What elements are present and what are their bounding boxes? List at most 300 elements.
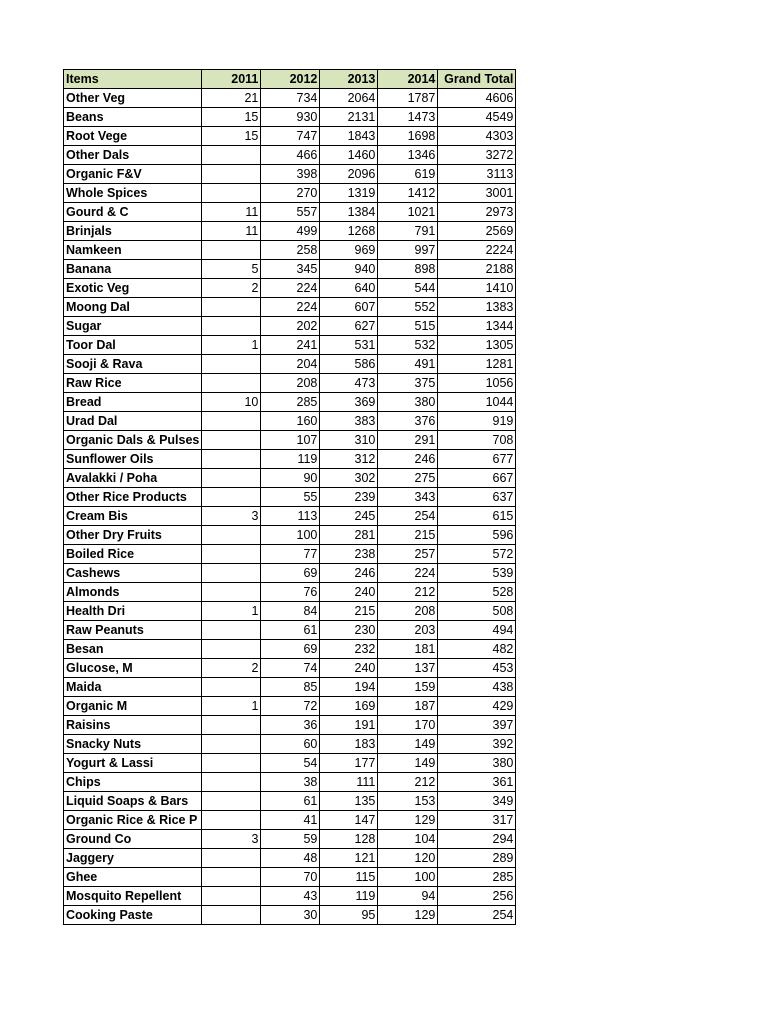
value-2013-cell[interactable]: 215	[320, 602, 378, 621]
item-name-cell[interactable]: Glucose, M	[64, 659, 202, 678]
grand-total-cell[interactable]: 397	[438, 716, 516, 735]
value-2011-cell[interactable]: 15	[202, 108, 261, 127]
value-2011-cell[interactable]	[202, 811, 261, 830]
value-2012-cell[interactable]: 84	[261, 602, 320, 621]
item-name-cell[interactable]: Brinjals	[64, 222, 202, 241]
item-name-cell[interactable]: Bread	[64, 393, 202, 412]
value-2012-cell[interactable]: 77	[261, 545, 320, 564]
value-2012-cell[interactable]: 224	[261, 279, 320, 298]
grand-total-cell[interactable]: 2973	[438, 203, 516, 222]
value-2012-cell[interactable]: 107	[261, 431, 320, 450]
value-2013-cell[interactable]: 246	[320, 564, 378, 583]
item-name-cell[interactable]: Raw Peanuts	[64, 621, 202, 640]
item-name-cell[interactable]: Organic M	[64, 697, 202, 716]
value-2012-cell[interactable]: 30	[261, 906, 320, 925]
value-2011-cell[interactable]	[202, 146, 261, 165]
value-2012-cell[interactable]: 72	[261, 697, 320, 716]
value-2011-cell[interactable]	[202, 868, 261, 887]
table-row	[64, 279, 516, 298]
grand-total-cell[interactable]: 294	[438, 830, 516, 849]
table-row	[64, 431, 516, 450]
table-row	[64, 146, 516, 165]
value-2014-cell[interactable]: 343	[378, 488, 438, 507]
grand-total-cell[interactable]: 1056	[438, 374, 516, 393]
value-2011-cell[interactable]	[202, 545, 261, 564]
table-row	[64, 887, 516, 906]
value-2014-cell[interactable]: 619	[378, 165, 438, 184]
value-2011-cell[interactable]	[202, 165, 261, 184]
value-2011-cell[interactable]: 2	[202, 659, 261, 678]
item-name-cell[interactable]: Cashews	[64, 564, 202, 583]
table-row	[64, 811, 516, 830]
value-2011-cell[interactable]	[202, 621, 261, 640]
value-2013-cell[interactable]: 239	[320, 488, 378, 507]
value-2013-cell[interactable]: 1460	[320, 146, 378, 165]
value-2014-cell[interactable]: 149	[378, 754, 438, 773]
item-name-cell[interactable]: Gourd & C	[64, 203, 202, 222]
value-2012-cell[interactable]: 48	[261, 849, 320, 868]
header-grand-total[interactable]: Grand Total	[438, 70, 516, 89]
value-2012-cell[interactable]: 258	[261, 241, 320, 260]
grand-total-cell[interactable]: 380	[438, 754, 516, 773]
item-name-cell[interactable]: Maida	[64, 678, 202, 697]
value-2014-cell[interactable]: 1698	[378, 127, 438, 146]
value-2012-cell[interactable]: 69	[261, 564, 320, 583]
grand-total-cell[interactable]: 667	[438, 469, 516, 488]
item-name-cell[interactable]: Jaggery	[64, 849, 202, 868]
value-2011-cell[interactable]	[202, 355, 261, 374]
value-2014-cell[interactable]: 208	[378, 602, 438, 621]
value-2014-cell[interactable]: 187	[378, 697, 438, 716]
item-name-cell[interactable]: Ghee	[64, 868, 202, 887]
value-2014-cell[interactable]: 491	[378, 355, 438, 374]
value-2013-cell[interactable]: 194	[320, 678, 378, 697]
value-2014-cell[interactable]: 254	[378, 507, 438, 526]
table-row	[64, 735, 516, 754]
item-name-cell[interactable]: Almonds	[64, 583, 202, 602]
grand-total-cell[interactable]: 1383	[438, 298, 516, 317]
value-2012-cell[interactable]: 747	[261, 127, 320, 146]
header-2013[interactable]: 2013	[320, 70, 378, 89]
grand-total-cell[interactable]: 3113	[438, 165, 516, 184]
value-2013-cell[interactable]: 627	[320, 317, 378, 336]
value-2014-cell[interactable]: 1787	[378, 89, 438, 108]
table-row	[64, 241, 516, 260]
value-2014-cell[interactable]: 898	[378, 260, 438, 279]
value-2014-cell[interactable]: 212	[378, 773, 438, 792]
item-name-cell[interactable]: Cooking Paste	[64, 906, 202, 925]
grand-total-cell[interactable]: 361	[438, 773, 516, 792]
value-2011-cell[interactable]: 3	[202, 507, 261, 526]
grand-total-cell[interactable]: 919	[438, 412, 516, 431]
value-2012-cell[interactable]: 113	[261, 507, 320, 526]
value-2014-cell[interactable]: 380	[378, 393, 438, 412]
item-name-cell[interactable]: Chips	[64, 773, 202, 792]
value-2013-cell[interactable]: 940	[320, 260, 378, 279]
value-2013-cell[interactable]: 369	[320, 393, 378, 412]
value-2014-cell[interactable]: 159	[378, 678, 438, 697]
value-2011-cell[interactable]	[202, 450, 261, 469]
value-2012-cell[interactable]: 285	[261, 393, 320, 412]
table-row	[64, 621, 516, 640]
item-name-cell[interactable]: Urad Dal	[64, 412, 202, 431]
value-2013-cell[interactable]: 121	[320, 849, 378, 868]
value-2013-cell[interactable]: 232	[320, 640, 378, 659]
value-2011-cell[interactable]	[202, 431, 261, 450]
value-2012-cell[interactable]: 930	[261, 108, 320, 127]
value-2012-cell[interactable]: 59	[261, 830, 320, 849]
value-2012-cell[interactable]: 204	[261, 355, 320, 374]
header-2014[interactable]: 2014	[378, 70, 438, 89]
item-name-cell[interactable]: Toor Dal	[64, 336, 202, 355]
item-name-cell[interactable]: Sooji & Rava	[64, 355, 202, 374]
item-name-cell[interactable]: Sugar	[64, 317, 202, 336]
item-name-cell[interactable]: Other Dals	[64, 146, 202, 165]
table-row	[64, 754, 516, 773]
value-2011-cell[interactable]	[202, 488, 261, 507]
table-row	[64, 203, 516, 222]
grand-total-cell[interactable]: 708	[438, 431, 516, 450]
value-2013-cell[interactable]: 147	[320, 811, 378, 830]
value-2011-cell[interactable]: 1	[202, 697, 261, 716]
value-2012-cell[interactable]: 119	[261, 450, 320, 469]
item-name-cell[interactable]: Other Rice Products	[64, 488, 202, 507]
value-2013-cell[interactable]: 2064	[320, 89, 378, 108]
table-row	[64, 849, 516, 868]
value-2014-cell[interactable]: 246	[378, 450, 438, 469]
header-items[interactable]: Items	[64, 70, 202, 89]
table-row	[64, 640, 516, 659]
item-name-cell[interactable]: Organic Rice & Rice P	[64, 811, 202, 830]
value-2012-cell[interactable]: 398	[261, 165, 320, 184]
value-2013-cell[interactable]: 128	[320, 830, 378, 849]
value-2013-cell[interactable]: 119	[320, 887, 378, 906]
value-2014-cell[interactable]: 129	[378, 906, 438, 925]
value-2013-cell[interactable]: 969	[320, 241, 378, 260]
grand-total-cell[interactable]: 2188	[438, 260, 516, 279]
value-2012-cell[interactable]: 60	[261, 735, 320, 754]
value-2013-cell[interactable]: 1384	[320, 203, 378, 222]
value-2013-cell[interactable]: 586	[320, 355, 378, 374]
value-2011-cell[interactable]: 10	[202, 393, 261, 412]
item-name-cell[interactable]: Root Vege	[64, 127, 202, 146]
value-2012-cell[interactable]: 85	[261, 678, 320, 697]
value-2014-cell[interactable]: 212	[378, 583, 438, 602]
grand-total-cell[interactable]: 429	[438, 697, 516, 716]
value-2014-cell[interactable]: 275	[378, 469, 438, 488]
value-2011-cell[interactable]	[202, 241, 261, 260]
value-2011-cell[interactable]	[202, 849, 261, 868]
value-2013-cell[interactable]: 312	[320, 450, 378, 469]
value-2012-cell[interactable]: 734	[261, 89, 320, 108]
value-2012-cell[interactable]: 61	[261, 621, 320, 640]
header-2011[interactable]: 2011	[202, 70, 261, 89]
table-row	[64, 678, 516, 697]
grand-total-cell[interactable]: 392	[438, 735, 516, 754]
item-name-cell[interactable]: Liquid Soaps & Bars	[64, 792, 202, 811]
table-row	[64, 89, 516, 108]
value-2011-cell[interactable]: 11	[202, 203, 261, 222]
value-2011-cell[interactable]	[202, 583, 261, 602]
value-2014-cell[interactable]: 291	[378, 431, 438, 450]
value-2014-cell[interactable]: 137	[378, 659, 438, 678]
grand-total-cell[interactable]: 677	[438, 450, 516, 469]
item-name-cell[interactable]: Namkeen	[64, 241, 202, 260]
value-2012-cell[interactable]: 55	[261, 488, 320, 507]
item-name-cell[interactable]: Raw Rice	[64, 374, 202, 393]
item-name-cell[interactable]: Beans	[64, 108, 202, 127]
value-2013-cell[interactable]: 240	[320, 583, 378, 602]
value-2014-cell[interactable]: 375	[378, 374, 438, 393]
value-2013-cell[interactable]: 230	[320, 621, 378, 640]
grand-total-cell[interactable]: 289	[438, 849, 516, 868]
value-2014-cell[interactable]: 552	[378, 298, 438, 317]
value-2012-cell[interactable]: 43	[261, 887, 320, 906]
item-name-cell[interactable]: Organic Dals & Pulses	[64, 431, 202, 450]
table-row	[64, 108, 516, 127]
value-2012-cell[interactable]: 70	[261, 868, 320, 887]
value-2013-cell[interactable]: 2096	[320, 165, 378, 184]
value-2014-cell[interactable]: 170	[378, 716, 438, 735]
item-name-cell[interactable]: Moong Dal	[64, 298, 202, 317]
value-2012-cell[interactable]: 74	[261, 659, 320, 678]
value-2013-cell[interactable]: 240	[320, 659, 378, 678]
value-2013-cell[interactable]: 169	[320, 697, 378, 716]
value-2014-cell[interactable]: 1412	[378, 184, 438, 203]
value-2011-cell[interactable]	[202, 640, 261, 659]
value-2012-cell[interactable]: 270	[261, 184, 320, 203]
value-2012-cell[interactable]: 224	[261, 298, 320, 317]
value-2011-cell[interactable]	[202, 678, 261, 697]
value-2011-cell[interactable]	[202, 412, 261, 431]
item-name-cell[interactable]: Exotic Veg	[64, 279, 202, 298]
value-2011-cell[interactable]: 5	[202, 260, 261, 279]
value-2014-cell[interactable]: 181	[378, 640, 438, 659]
value-2013-cell[interactable]: 473	[320, 374, 378, 393]
value-2014-cell[interactable]: 1346	[378, 146, 438, 165]
value-2011-cell[interactable]: 3	[202, 830, 261, 849]
value-2011-cell[interactable]	[202, 906, 261, 925]
value-2013-cell[interactable]: 238	[320, 545, 378, 564]
value-2011-cell[interactable]	[202, 374, 261, 393]
grand-total-cell[interactable]: 2224	[438, 241, 516, 260]
grand-total-cell[interactable]: 1281	[438, 355, 516, 374]
value-2011-cell[interactable]	[202, 469, 261, 488]
value-2013-cell[interactable]: 1843	[320, 127, 378, 146]
item-name-cell[interactable]: Avalakki / Poha	[64, 469, 202, 488]
value-2014-cell[interactable]: 515	[378, 317, 438, 336]
item-name-cell[interactable]: Health Dri	[64, 602, 202, 621]
value-2014-cell[interactable]: 120	[378, 849, 438, 868]
value-2011-cell[interactable]	[202, 773, 261, 792]
value-2012-cell[interactable]: 76	[261, 583, 320, 602]
item-name-cell[interactable]: Boiled Rice	[64, 545, 202, 564]
value-2014-cell[interactable]: 532	[378, 336, 438, 355]
table-row	[64, 374, 516, 393]
grand-total-cell[interactable]: 3272	[438, 146, 516, 165]
value-2012-cell[interactable]: 160	[261, 412, 320, 431]
table-row	[64, 868, 516, 887]
value-2014-cell[interactable]: 257	[378, 545, 438, 564]
grand-total-cell[interactable]: 4606	[438, 89, 516, 108]
value-2014-cell[interactable]: 100	[378, 868, 438, 887]
table-row	[64, 526, 516, 545]
value-2013-cell[interactable]: 183	[320, 735, 378, 754]
table-row	[64, 260, 516, 279]
value-2014-cell[interactable]: 376	[378, 412, 438, 431]
value-2011-cell[interactable]	[202, 526, 261, 545]
value-2011-cell[interactable]	[202, 317, 261, 336]
value-2011-cell[interactable]	[202, 716, 261, 735]
value-2012-cell[interactable]: 38	[261, 773, 320, 792]
grand-total-cell[interactable]: 4303	[438, 127, 516, 146]
item-name-cell[interactable]: Besan	[64, 640, 202, 659]
item-name-cell[interactable]: Banana	[64, 260, 202, 279]
grand-total-cell[interactable]: 572	[438, 545, 516, 564]
value-2013-cell[interactable]: 310	[320, 431, 378, 450]
table-row	[64, 412, 516, 431]
header-2012[interactable]: 2012	[261, 70, 320, 89]
grand-total-cell[interactable]: 539	[438, 564, 516, 583]
grand-total-cell[interactable]: 596	[438, 526, 516, 545]
value-2012-cell[interactable]: 557	[261, 203, 320, 222]
value-2013-cell[interactable]: 383	[320, 412, 378, 431]
value-2013-cell[interactable]: 531	[320, 336, 378, 355]
grand-total-cell[interactable]: 2569	[438, 222, 516, 241]
value-2014-cell[interactable]: 153	[378, 792, 438, 811]
table-row	[64, 792, 516, 811]
value-2011-cell[interactable]: 2	[202, 279, 261, 298]
value-2014-cell[interactable]: 104	[378, 830, 438, 849]
grand-total-cell[interactable]: 482	[438, 640, 516, 659]
value-2011-cell[interactable]: 11	[202, 222, 261, 241]
value-2013-cell[interactable]: 1319	[320, 184, 378, 203]
grand-total-cell[interactable]: 1044	[438, 393, 516, 412]
value-2013-cell[interactable]: 245	[320, 507, 378, 526]
value-2012-cell[interactable]: 466	[261, 146, 320, 165]
grand-total-cell[interactable]: 1344	[438, 317, 516, 336]
table-row	[64, 564, 516, 583]
grand-total-cell[interactable]: 453	[438, 659, 516, 678]
value-2014-cell[interactable]: 544	[378, 279, 438, 298]
value-2013-cell[interactable]: 640	[320, 279, 378, 298]
table-row	[64, 773, 516, 792]
value-2012-cell[interactable]: 54	[261, 754, 320, 773]
value-2013-cell[interactable]: 191	[320, 716, 378, 735]
value-2013-cell[interactable]: 2131	[320, 108, 378, 127]
value-2012-cell[interactable]: 100	[261, 526, 320, 545]
grand-total-cell[interactable]: 349	[438, 792, 516, 811]
value-2014-cell[interactable]: 1021	[378, 203, 438, 222]
grand-total-cell[interactable]: 285	[438, 868, 516, 887]
item-name-cell[interactable]: Whole Spices	[64, 184, 202, 203]
value-2011-cell[interactable]	[202, 887, 261, 906]
value-2014-cell[interactable]: 149	[378, 735, 438, 754]
value-2012-cell[interactable]: 36	[261, 716, 320, 735]
value-2012-cell[interactable]: 61	[261, 792, 320, 811]
value-2014-cell[interactable]: 997	[378, 241, 438, 260]
value-2012-cell[interactable]: 208	[261, 374, 320, 393]
value-2013-cell[interactable]: 1268	[320, 222, 378, 241]
grand-total-cell[interactable]: 494	[438, 621, 516, 640]
grand-total-cell[interactable]: 254	[438, 906, 516, 925]
value-2014-cell[interactable]: 1473	[378, 108, 438, 127]
value-2011-cell[interactable]: 1	[202, 336, 261, 355]
value-2014-cell[interactable]: 224	[378, 564, 438, 583]
item-name-cell[interactable]: Mosquito Repellent	[64, 887, 202, 906]
table-row	[64, 317, 516, 336]
value-2014-cell[interactable]: 94	[378, 887, 438, 906]
item-name-cell[interactable]: Yogurt & Lassi	[64, 754, 202, 773]
value-2011-cell[interactable]: 1	[202, 602, 261, 621]
value-2014-cell[interactable]: 129	[378, 811, 438, 830]
value-2011-cell[interactable]	[202, 754, 261, 773]
item-name-cell[interactable]: Cream Bis	[64, 507, 202, 526]
grand-total-cell[interactable]: 1410	[438, 279, 516, 298]
table-row	[64, 450, 516, 469]
grand-total-cell[interactable]: 256	[438, 887, 516, 906]
value-2012-cell[interactable]: 241	[261, 336, 320, 355]
item-name-cell[interactable]: Other Dry Fruits	[64, 526, 202, 545]
item-name-cell[interactable]: Ground Co	[64, 830, 202, 849]
value-2013-cell[interactable]: 607	[320, 298, 378, 317]
grand-total-cell[interactable]: 1305	[438, 336, 516, 355]
value-2011-cell[interactable]	[202, 298, 261, 317]
table-row	[64, 488, 516, 507]
table-row	[64, 906, 516, 925]
value-2013-cell[interactable]: 95	[320, 906, 378, 925]
value-2011-cell[interactable]	[202, 735, 261, 754]
value-2011-cell[interactable]	[202, 184, 261, 203]
value-2012-cell[interactable]: 499	[261, 222, 320, 241]
item-name-cell[interactable]: Snacky Nuts	[64, 735, 202, 754]
value-2011-cell[interactable]: 15	[202, 127, 261, 146]
table-row	[64, 184, 516, 203]
value-2012-cell[interactable]: 41	[261, 811, 320, 830]
grand-total-cell[interactable]: 3001	[438, 184, 516, 203]
value-2013-cell[interactable]: 115	[320, 868, 378, 887]
table-row	[64, 716, 516, 735]
grand-total-cell[interactable]: 317	[438, 811, 516, 830]
item-name-cell[interactable]: Raisins	[64, 716, 202, 735]
grand-total-cell[interactable]: 4549	[438, 108, 516, 127]
value-2014-cell[interactable]: 791	[378, 222, 438, 241]
value-2011-cell[interactable]: 21	[202, 89, 261, 108]
value-2012-cell[interactable]: 69	[261, 640, 320, 659]
table-row	[64, 659, 516, 678]
value-2013-cell[interactable]: 177	[320, 754, 378, 773]
value-2011-cell[interactable]	[202, 564, 261, 583]
value-2014-cell[interactable]: 203	[378, 621, 438, 640]
value-2013-cell[interactable]: 135	[320, 792, 378, 811]
value-2013-cell[interactable]: 302	[320, 469, 378, 488]
value-2014-cell[interactable]: 215	[378, 526, 438, 545]
grand-total-cell[interactable]: 438	[438, 678, 516, 697]
grand-total-cell[interactable]: 615	[438, 507, 516, 526]
grand-total-cell[interactable]: 508	[438, 602, 516, 621]
item-name-cell[interactable]: Sunflower Oils	[64, 450, 202, 469]
value-2011-cell[interactable]	[202, 792, 261, 811]
item-name-cell[interactable]: Other Veg	[64, 89, 202, 108]
item-name-cell[interactable]: Organic F&V	[64, 165, 202, 184]
value-2013-cell[interactable]: 111	[320, 773, 378, 792]
value-2012-cell[interactable]: 345	[261, 260, 320, 279]
value-2013-cell[interactable]: 281	[320, 526, 378, 545]
grand-total-cell[interactable]: 637	[438, 488, 516, 507]
value-2012-cell[interactable]: 202	[261, 317, 320, 336]
value-2012-cell[interactable]: 90	[261, 469, 320, 488]
grand-total-cell[interactable]: 528	[438, 583, 516, 602]
